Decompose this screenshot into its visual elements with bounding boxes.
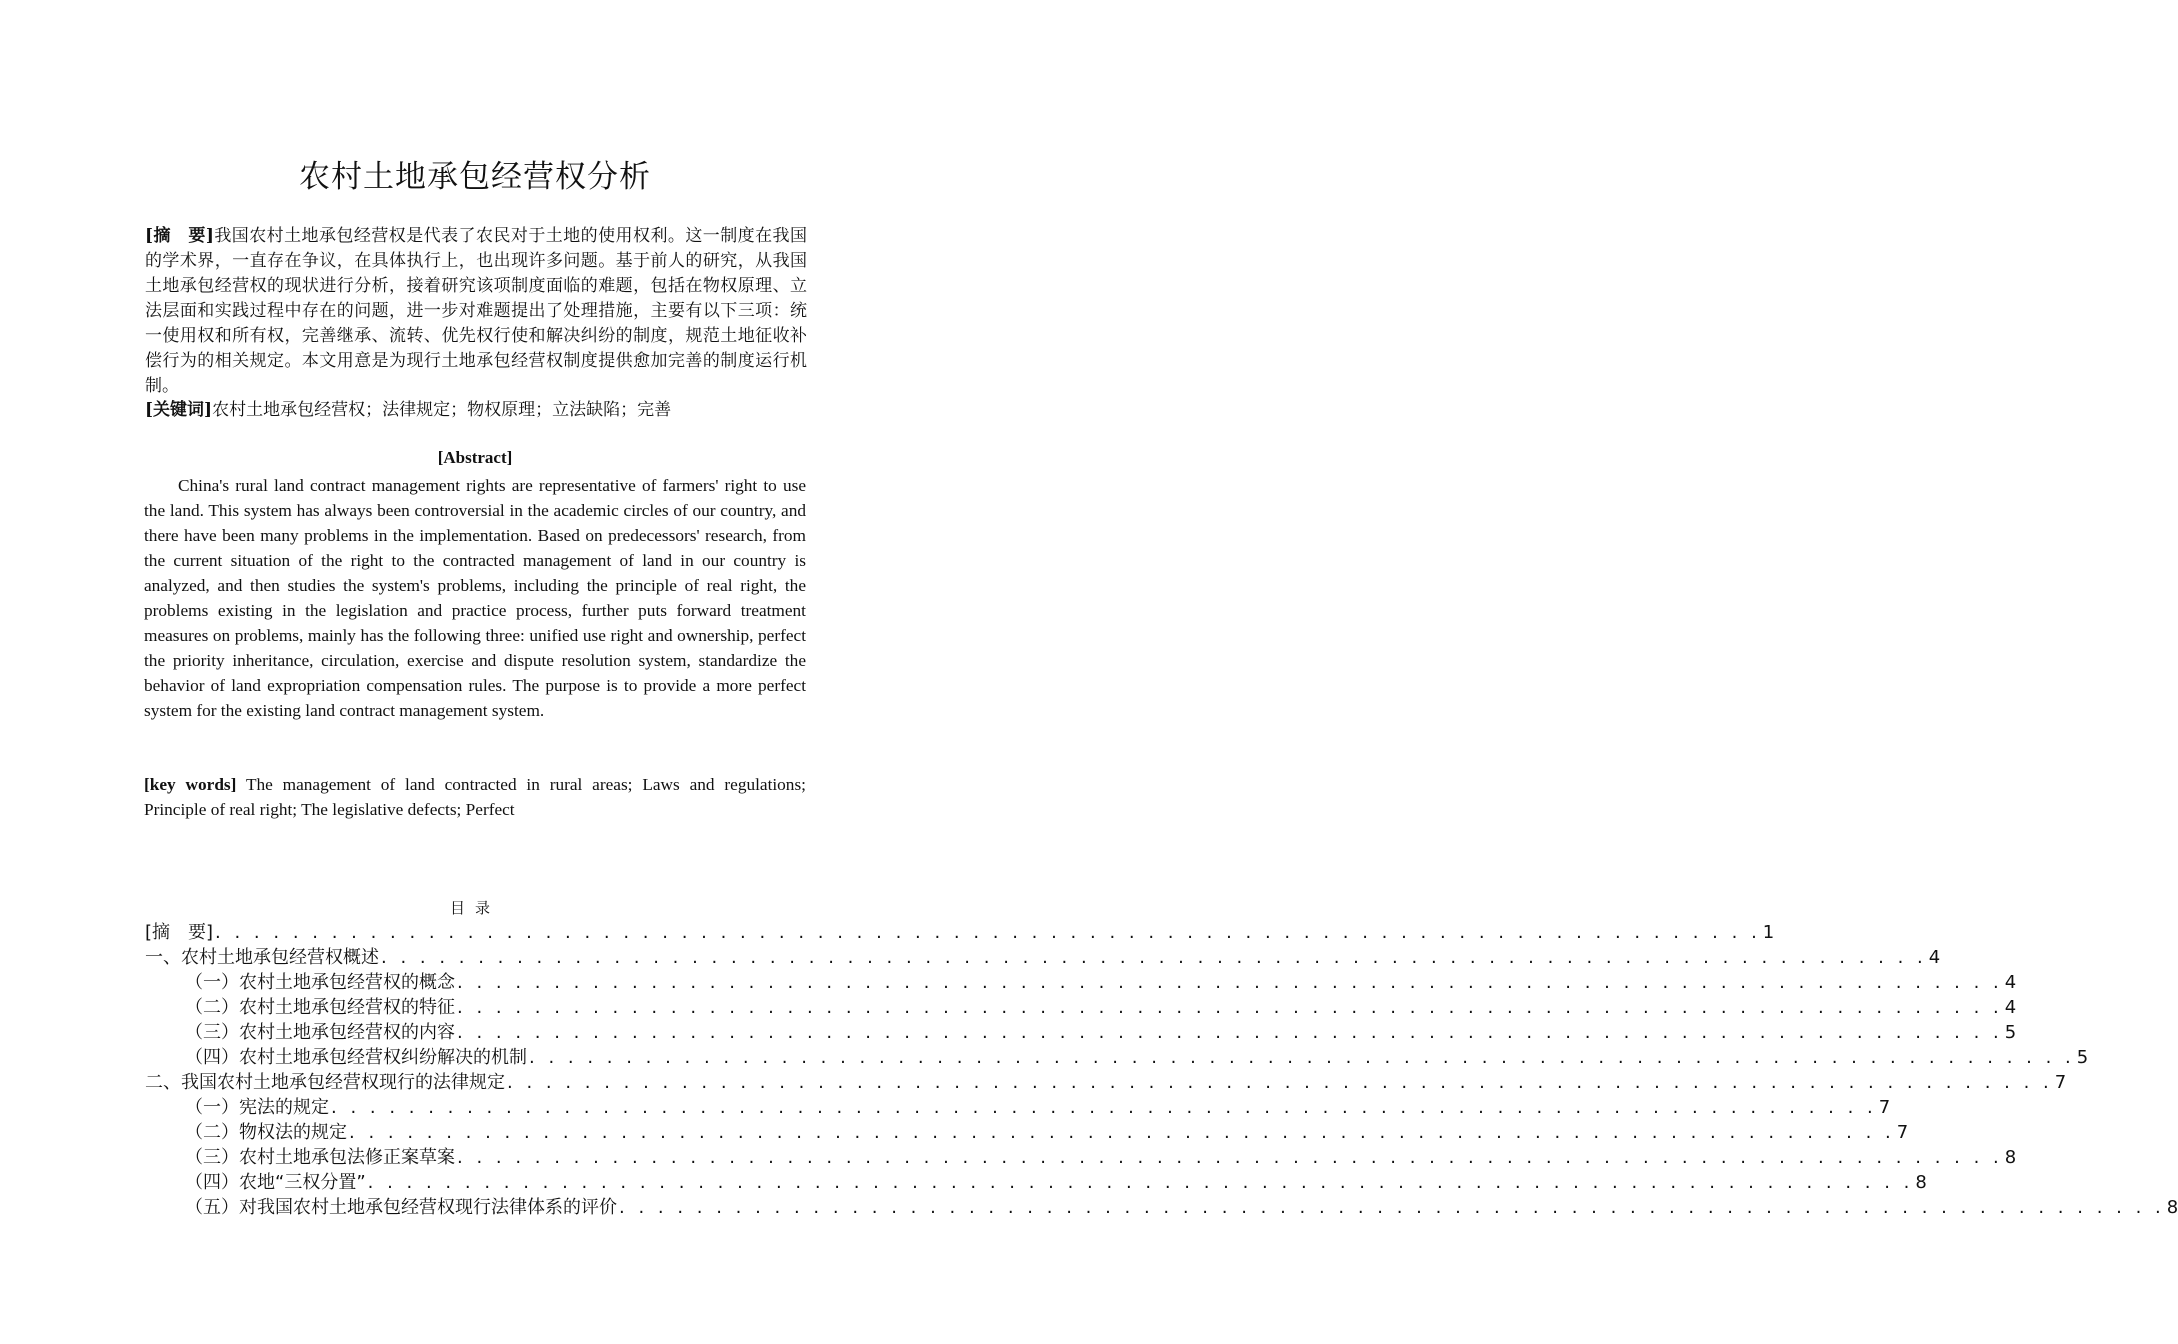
toc-leader-dots: . . . . . . . . . . . . . . . . . . . . . . . . . . . . . . . . . . . . . . . . . . . . . . . . . . . . . . . . . . . . . . . . . . . . . . . . . . . . . . . . (331, 1097, 1877, 1118)
english-abstract-heading: [Abstract] (437, 448, 513, 467)
toc-entry-page: 8 (2004, 1147, 2017, 1168)
chinese-abstract-text: 我国农村土地承包经营权是代表了农民对于土地的使用权利。这一制度在我国的学术界，一直存在争议，在具体执行上，也出现许多问题。基于前人的研究，从我国土地承包经营权的现状进行分析，接着研究该项制度面临的难题，包括在物权原理、立法层面和实践过程中存在的问题，进一步对难题提出了处理措施，主要有以下三项：统一使用权和所有权，完善继承、流转、优先权行使和解决纠纷的制度，规范土地征收补偿行为的相关规定。本文用意是为现行土地承包经营权制度提供愈加完善的制度运行机制。 (145, 226, 808, 396)
toc-entry-page: 7 (2054, 1072, 2067, 1093)
toc-entry-title: （一）宪法的规定 (185, 1097, 329, 1118)
toc-entry-page: 4 (1928, 947, 1941, 968)
toc-entry[interactable] (145, 1095, 1891, 1120)
chinese-abstract (145, 224, 807, 399)
toc-entry-title: 一、农村土地承包经营权概述 (145, 947, 379, 968)
toc-entry[interactable] (145, 920, 1775, 945)
toc-entry-page: 8 (2166, 1197, 2178, 1218)
toc-entry-page: 5 (2076, 1047, 2089, 1068)
toc-entry-page: 7 (1896, 1122, 1909, 1143)
toc-entry-title: （三）农村土地承包法修正案草案 (185, 1147, 455, 1168)
toc-entry-page: 1 (1762, 922, 1775, 943)
toc-entry[interactable] (145, 995, 2017, 1020)
table-of-contents (145, 920, 2178, 1220)
english-abstract-text: China's rural land contract management rights are representative of farmers' right to use the land. This system has always been controversial in the academic circles of our country, and there have been many problems in the implementation. Based on predecessors' research, from the current situation of the right to the contracted management of land in our country is analyzed, and then studies the system's problems, including the principle of real right, the problems existing in the legislation and practice process, further puts forward treatment measures on problems, mainly has the following three: unified use right and ownership, perfect the priority inheritance, circulation, exercise and dispute resolution system, standardize the behavior of land expropriation compensation rules. The purpose is to provide a more perfect system for the existing land contract management system. (144, 476, 806, 720)
toc-entry-page: 8 (1915, 1172, 1927, 1193)
toc-entry-title: （一）农村土地承包经营权的概念 (185, 972, 455, 993)
toc-leader-dots: . . . . . . . . . . . . . . . . . . . . . . . . . . . . . . . . . . . . . . . . . . . . . . . . . . . . . . . . . . . . . . . . . . . . . . . . . . . . . . . . (457, 1147, 2003, 1168)
toc-entry[interactable] (145, 1145, 2017, 1170)
document-title: 农村土地承包经营权分析 (299, 159, 651, 195)
toc-leader-dots: . . . . . . . . . . . . . . . . . . . . . . . . . . . . . . . . . . . . . . . . . . . . . . . . . . . . . . . . . . . . . . . . . . . . . . . . . . . . . . . . (367, 1172, 1914, 1193)
toc-entry[interactable] (145, 1020, 2017, 1045)
english-keywords (144, 772, 806, 822)
toc-leader-dots: . . . . . . . . . . . . . . . . . . . . . . . . . . . . . . . . . . . . . . . . . . . . . . . . . . . . . . . . . . . . . . . . . . . . . . . . . . . . . . . . (457, 972, 2003, 993)
toc-entry-title: [摘 要] (145, 922, 214, 943)
toc-entry-title: （五）对我国农村土地承包经营权现行法律体系的评价 (185, 1197, 617, 1218)
toc-entry[interactable] (145, 1070, 2067, 1095)
toc-entry-title: 二、我国农村土地承包经营权现行的法律规定 (145, 1072, 505, 1093)
toc-leader-dots: . . . . . . . . . . . . . . . . . . . . . . . . . . . . . . . . . . . . . . . . . . . . . . . . . . . . . . . . . . . . . . . . . . . . . . . . . . . . . . . . (457, 997, 2003, 1018)
toc-entry-page: 4 (2004, 997, 2017, 1018)
toc-leader-dots: . . . . . . . . . . . . . . . . . . . . . . . . . . . . . . . . . . . . . . . . . . . . . . . . . . . . . . . . . . . . . . . . . . . . . . . . . . . . . . . . (349, 1122, 1895, 1143)
toc-heading: 目录 (449, 899, 500, 917)
english-keywords-text: The management of land contracted in rural areas; Laws and regulations; Principle of real right; The legislative defects; Perfect (144, 775, 806, 819)
toc-entry[interactable] (145, 945, 1941, 970)
toc-leader-dots: . . . . . . . . . . . . . . . . . . . . . . . . . . . . . . . . . . . . . . . . . . . . . . . . . . . . . . . . . . . . . . . . . . . . . . . . . . . . . . . . (619, 1197, 2165, 1218)
chinese-abstract-label: [摘 要] (145, 226, 214, 246)
english-keywords-label: [key words] (144, 775, 237, 794)
toc-entry-title: （四）农村土地承包经营权纠纷解决的机制 (185, 1047, 527, 1068)
toc-leader-dots: . . . . . . . . . . . . . . . . . . . . . . . . . . . . . . . . . . . . . . . . . . . . . . . . . . . . . . . . . . . . . . . . . . . . . . . . . . . . . . . . (381, 947, 1927, 968)
chinese-keywords-text: 农村土地承包经营权；法律规定；物权原理；立法缺陷；完善 (212, 400, 672, 420)
toc-entry-title: （四）农地“三权分置” (185, 1172, 366, 1193)
toc-entry[interactable] (145, 1195, 2178, 1220)
toc-entry-title: （二）物权法的规定 (185, 1122, 347, 1143)
toc-entry[interactable] (145, 1045, 2089, 1070)
toc-leader-dots: . . . . . . . . . . . . . . . . . . . . . . . . . . . . . . . . . . . . . . . . . . . . . . . . . . . . . . . . . . . . . . . . . . . . . . . . . . . . . . . . (507, 1072, 2053, 1093)
toc-entry-page: 5 (2004, 1022, 2017, 1043)
toc-entry-title: （二）农村土地承包经营权的特征 (185, 997, 455, 1018)
toc-leader-dots: . . . . . . . . . . . . . . . . . . . . . . . . . . . . . . . . . . . . . . . . . . . . . . . . . . . . . . . . . . . . . . . . . . . . . . . . . . . . . . . . (529, 1047, 2075, 1068)
toc-entry-page: 7 (1878, 1097, 1891, 1118)
chinese-keywords-label: [关键词] (145, 400, 213, 420)
toc-entry[interactable] (145, 970, 2017, 995)
toc-leader-dots: . . . . . . . . . . . . . . . . . . . . . . . . . . . . . . . . . . . . . . . . . . . . . . . . . . . . . . . . . . . . . . . . . . . . . . . . . . . . . . . . (215, 922, 1761, 943)
chinese-keywords (145, 398, 807, 423)
toc-entry[interactable] (145, 1120, 1909, 1145)
toc-entry-page: 4 (2004, 972, 2017, 993)
toc-entry-title: （三）农村土地承包经营权的内容 (185, 1022, 455, 1043)
toc-leader-dots: . . . . . . . . . . . . . . . . . . . . . . . . . . . . . . . . . . . . . . . . . . . . . . . . . . . . . . . . . . . . . . . . . . . . . . . . . . . . . . . . (457, 1022, 2003, 1043)
toc-entry[interactable] (145, 1170, 1927, 1195)
